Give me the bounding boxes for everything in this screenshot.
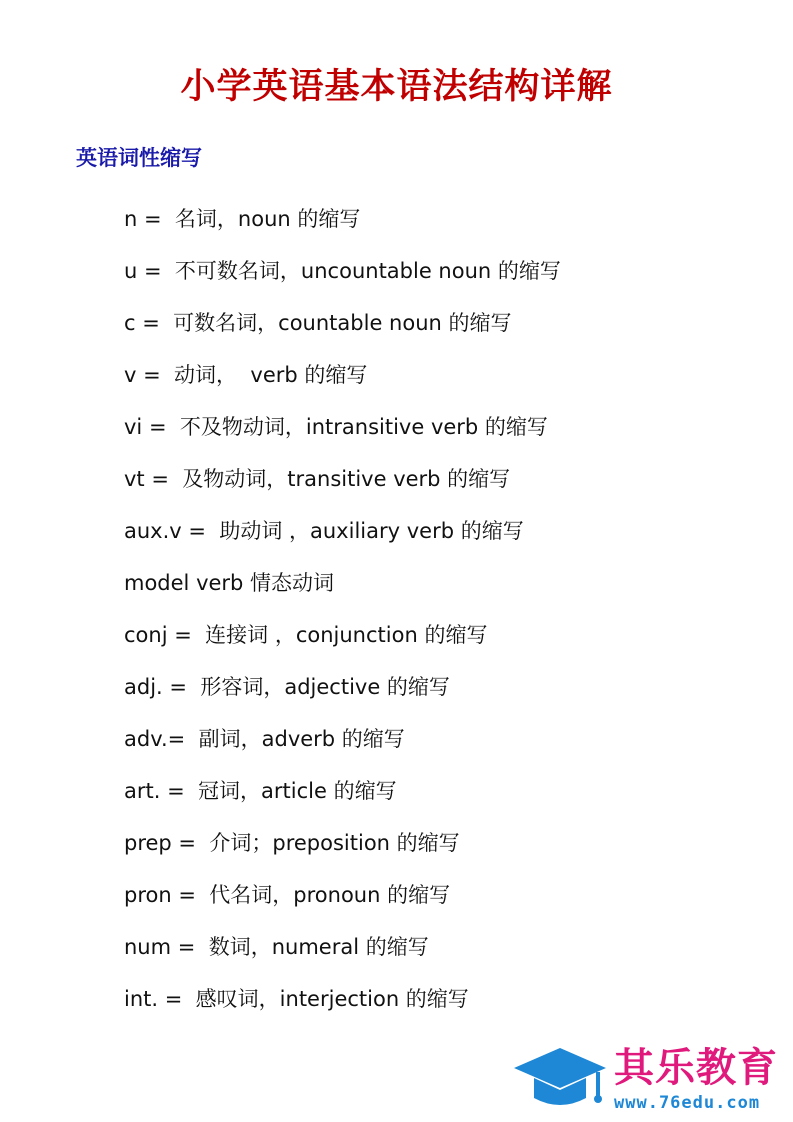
abbreviation-item-adv: adv.= 副词，adverb 的缩写 — [124, 727, 405, 751]
abbreviation-item-vi: vi = 不及物动词，intransitive verb 的缩写 — [124, 415, 548, 439]
abbreviation-item-u: u = 不可数名词，uncountable noun 的缩写 — [124, 259, 561, 283]
abbreviation-list — [124, 203, 561, 1035]
brand-logo — [510, 1040, 790, 1116]
abbreviation-item-conj: conj = 连接词 ，conjunction 的缩写 — [124, 623, 488, 647]
document-title: 小学英语基本语法结构详解 — [180, 66, 613, 107]
abbreviation-item-adj: adj. = 形容词，adjective 的缩写 — [124, 675, 450, 699]
abbreviation-item-vt: vt = 及物动词，transitive verb 的缩写 — [124, 467, 511, 491]
abbreviation-item-model-verb: model verb 情态动词 — [124, 571, 335, 595]
abbreviation-item-int: int. = 感叹词，interjection 的缩写 — [124, 987, 469, 1011]
abbreviation-item-num: num = 数词，numeral 的缩写 — [124, 935, 429, 959]
abbreviation-item-prep: prep = 介词；preposition 的缩写 — [124, 831, 460, 855]
brand-name: 其乐教育 — [614, 1045, 778, 1091]
section-heading: 英语词性缩写 — [76, 146, 202, 170]
abbreviation-item-art: art. = 冠词，article 的缩写 — [124, 779, 397, 803]
brand-url: www.76edu.com — [614, 1093, 761, 1113]
abbreviation-item-c: c = 可数名词，countable noun 的缩写 — [124, 311, 512, 335]
graduation-cap-icon — [510, 1042, 610, 1116]
abbreviation-item-pron: pron = 代名词，pronoun 的缩写 — [124, 883, 451, 907]
abbreviation-item-n: n = 名词，noun 的缩写 — [124, 207, 361, 231]
abbreviation-item-v: v = 动词， verb 的缩写 — [124, 363, 368, 387]
abbreviation-item-aux-v: aux.v = 助动词 ，auxiliary verb 的缩写 — [124, 519, 524, 543]
